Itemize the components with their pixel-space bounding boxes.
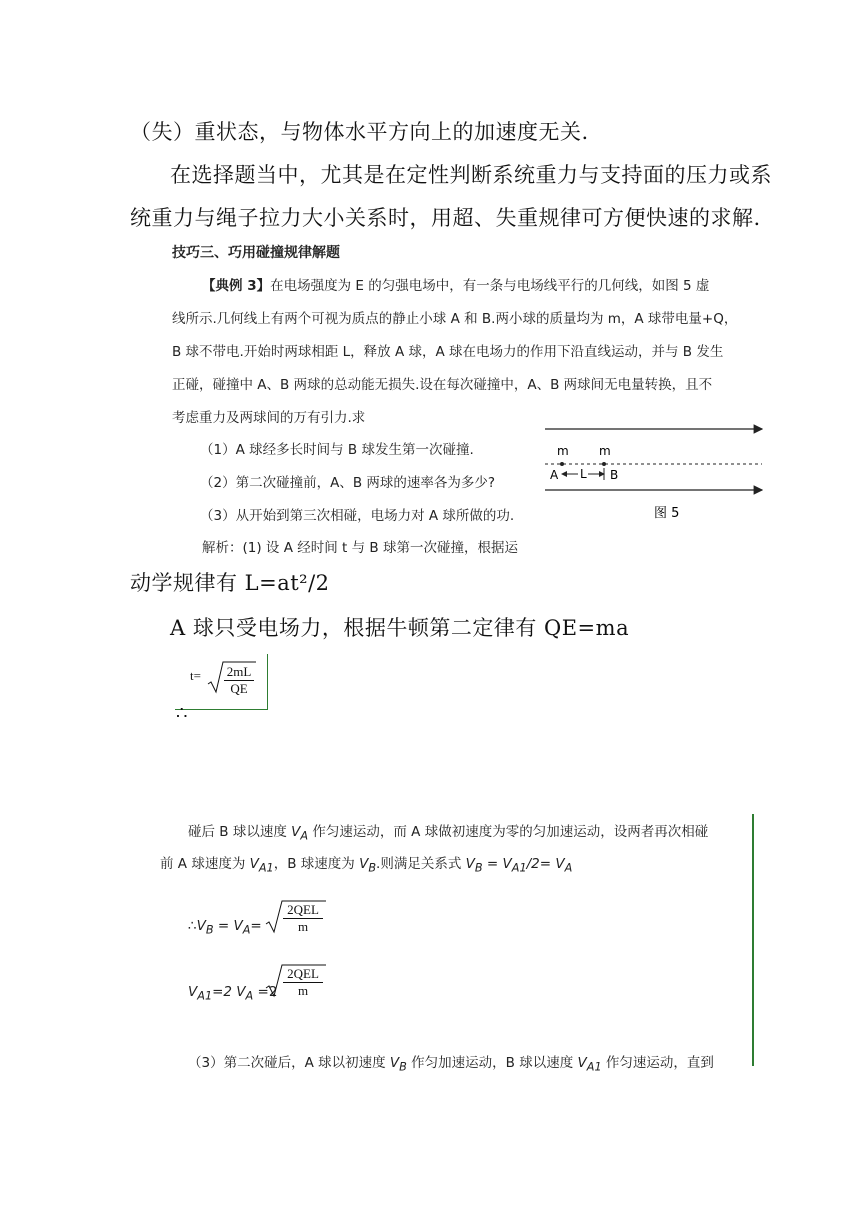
example-line-5: 考虑重力及两球间的万有引力.求 <box>172 410 366 426</box>
distance-label: L <box>580 467 587 481</box>
fraction-eq1-num: 2QEL <box>283 902 323 919</box>
ball-b-label: B <box>610 468 619 482</box>
ball-b <box>602 462 606 466</box>
fraction-eq1-den: m <box>297 919 309 934</box>
therefore-symbol: ∴ <box>176 703 188 724</box>
question-3: （3）从开始到第三次相碰，电场力对 A 球所做的功. <box>200 508 515 524</box>
ball-a <box>560 462 564 466</box>
figure-5-diagram <box>540 418 770 523</box>
question-2: （2）第二次碰撞前，A、B 两球的速率各为多少? <box>200 475 496 491</box>
ball-a-label: A <box>550 468 559 482</box>
example-line-2: 线所示.几何线上有两个可视为质点的静止小球 A 和 B.两小球的质量均为 m，A 球带电量+Q， <box>172 311 738 327</box>
intro-line-1: （失）重状态，与物体水平方向上的加速度无关. <box>130 120 589 144</box>
t-lhs: t= <box>190 668 201 683</box>
fraction-eq2 <box>283 966 323 999</box>
solution-intro: 解析：(1) 设 A 经时间 t 与 B 球第一次碰撞，根据运 <box>202 540 518 556</box>
example-line-1-text: 在电场强度为 E 的匀强电场中，有一条与电场线平行的几何线，如图 5 虚 <box>270 278 710 294</box>
example-line-4: 正碰，碰撞中 A、B 两球的总动能无损失.设在每次碰撞中，A、B 两球间无电量转换，且不 <box>172 377 713 393</box>
newton-line: A 球只受电场力，根据牛顿第二定律有 QE=ma <box>170 616 630 640</box>
example-label: 【典例 3】 <box>202 278 271 294</box>
figure-caption: 图 5 <box>654 506 680 521</box>
fraction-eq2-num: 2QEL <box>283 966 323 983</box>
kinematics-line: 动学规律有 L=at²/2 <box>130 571 330 595</box>
eq2-lhs: $V_{A1}=2$ $V_A =2$ <box>188 984 278 1003</box>
eq1-lhs: $\therefore V_B = V_A=$ <box>188 918 262 937</box>
example-line-1 <box>202 274 709 294</box>
intro-line-3: 统重力与绳子拉力大小关系时，用超、失重规律可方便快速的求解. <box>130 206 761 230</box>
fraction-eq1 <box>283 902 323 935</box>
section-title: 技巧三、巧用碰撞规律解题 <box>172 245 340 261</box>
example-line-3: B 球不带电.开始时两球相距 L，释放 A 球，A 球在电场力的作用下沿直线运动，并与 B 发生 <box>172 344 724 360</box>
fraction-t-den: QE <box>230 681 248 696</box>
part3-line: （3）第二次碰后，A 球以初速度 $V_B$ 作匀加速运动，B 球以速度 $V_{A1}$ 作匀速运动，直到 <box>188 1055 714 1074</box>
intro-line-2: 在选择题当中，尤其是在定性判断系统重力与支持面的压力或系 <box>170 163 772 187</box>
fraction-t <box>224 664 254 697</box>
part2-line-1: 碰后 B 球以速度 $V_A$ 作匀速运动，而 A 球做初速度为零的匀加速运动，设两者再次相碰 <box>188 824 709 843</box>
question-1: （1）A 球经多长时间与 B 球发生第一次碰撞. <box>200 442 474 458</box>
fraction-eq2-den: m <box>297 983 309 998</box>
fraction-t-num: 2mL <box>224 664 254 681</box>
part2-line-2: 前 A 球速度为 $V_{A1}$，B 球速度为 $V_B$.则满足关系式 $V_B = V_{A1}/2= V_A$ <box>160 856 573 875</box>
part2-border <box>752 814 754 1066</box>
mass-label-a: m <box>557 444 569 458</box>
mass-label-b: m <box>599 444 611 458</box>
